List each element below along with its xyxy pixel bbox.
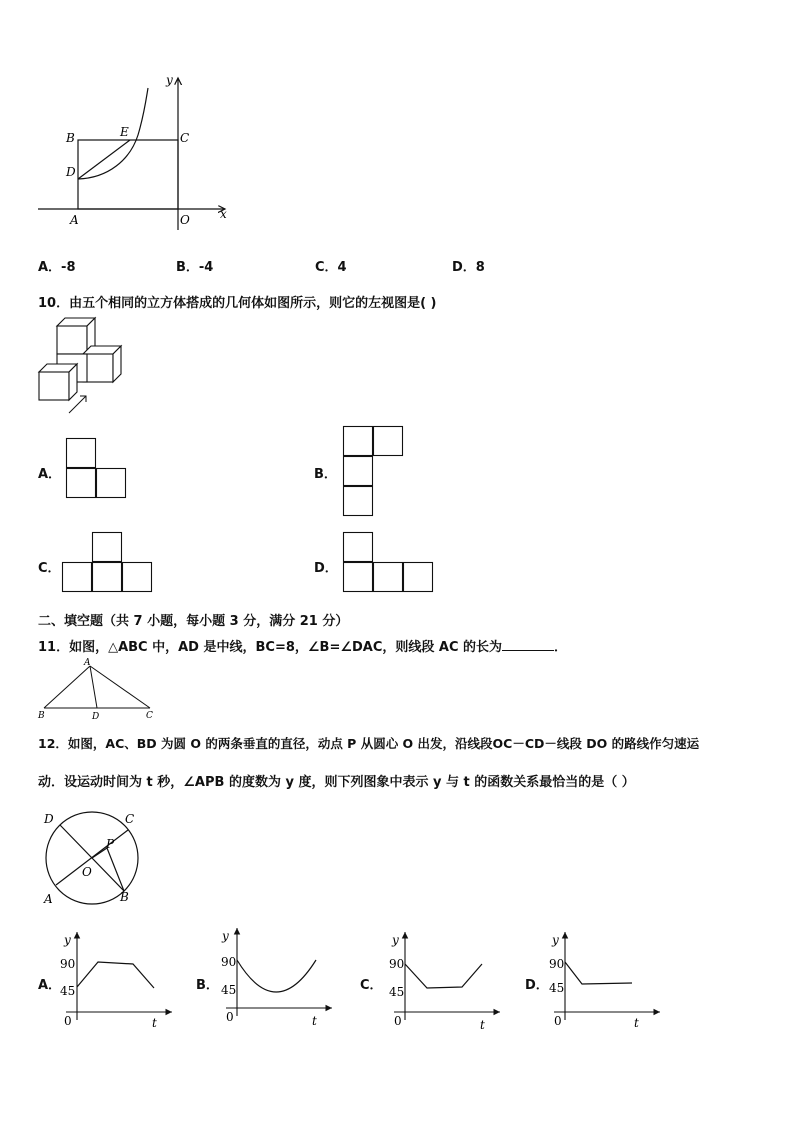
circle-figure bbox=[36, 806, 146, 906]
graph-d-t: t bbox=[634, 1016, 639, 1030]
q10-option-d-figure bbox=[343, 532, 435, 594]
graph-d-0: 0 bbox=[554, 1014, 562, 1028]
circle-label-a: A bbox=[44, 892, 53, 906]
graph-a-y: y bbox=[64, 933, 71, 947]
answer-blank[interactable] bbox=[502, 638, 554, 651]
label-d: D bbox=[66, 165, 76, 179]
graph-c-0: 0 bbox=[394, 1014, 402, 1028]
q9-option-b[interactable]: B．-4 bbox=[176, 260, 214, 275]
tri-label-c: C bbox=[146, 711, 153, 721]
graph-b-y: y bbox=[222, 929, 229, 943]
graph-d-90: 90 bbox=[549, 957, 565, 971]
q11-text: 11．如图，△ABC 中，AD 是中线，BC=8，∠B=∠DAC，则线段 AC 的长为 bbox=[38, 640, 503, 655]
graph-d-y: y bbox=[552, 933, 559, 947]
q10-option-c-figure bbox=[62, 532, 154, 594]
graph-a-0: 0 bbox=[64, 1014, 72, 1028]
triangle-figure bbox=[36, 656, 161, 720]
q9-option-d[interactable]: D．8 bbox=[452, 260, 485, 275]
graph-d-45: 45 bbox=[549, 981, 565, 995]
circle-label-c: C bbox=[125, 812, 135, 826]
q9-graph bbox=[30, 70, 240, 235]
graph-c-90: 90 bbox=[389, 957, 405, 971]
q12-question-line2: 动．设运动时间为 t 秒，∠APB 的度数为 y 度，则下列图象中表示 y 与 t 的函数关系最恰当的是（ ） bbox=[38, 775, 635, 790]
graph-a-45: 45 bbox=[60, 984, 76, 998]
q10-option-c[interactable]: C． bbox=[38, 561, 61, 576]
hyperbola-curve bbox=[78, 88, 148, 179]
circle-label-o: O bbox=[82, 865, 92, 879]
q10-option-d[interactable]: D． bbox=[314, 561, 338, 576]
graph-b-0: 0 bbox=[226, 1010, 234, 1024]
label-b: B bbox=[66, 131, 75, 145]
q12-option-a[interactable]: A． bbox=[38, 978, 62, 993]
q12-graph-b bbox=[218, 924, 336, 1026]
q12-option-d[interactable]: D． bbox=[525, 978, 549, 993]
label-o: O bbox=[180, 213, 190, 227]
q12-question-line1: 12．如图，AC、BD 为圆 O 的两条垂直的直径，动点 P 从圆心 O 出发，沿线段OC－CD－线段 DO 的路线作匀速运 bbox=[38, 736, 700, 751]
graph-c-y: y bbox=[392, 933, 399, 947]
cube-figure bbox=[36, 316, 136, 416]
label-e: E bbox=[120, 125, 129, 139]
q10-option-a-figure bbox=[66, 438, 128, 500]
q9-option-c[interactable]: C．4 bbox=[315, 260, 347, 275]
label-x: x bbox=[220, 207, 227, 221]
tri-label-d: D bbox=[92, 712, 100, 722]
label-y: y bbox=[166, 73, 173, 87]
graph-c-45: 45 bbox=[389, 985, 405, 999]
graph-c-curve bbox=[405, 964, 482, 988]
circle-label-b: B bbox=[120, 890, 129, 904]
rectangle-abco bbox=[78, 140, 178, 209]
q9-option-a[interactable]: A．-8 bbox=[38, 260, 76, 275]
q12-option-c[interactable]: C． bbox=[360, 978, 383, 993]
graph-a-curve bbox=[77, 962, 154, 988]
label-a: A bbox=[70, 213, 79, 227]
graph-c-t: t bbox=[480, 1018, 485, 1032]
q12-option-b[interactable]: B． bbox=[196, 978, 219, 993]
q11-text-end: ． bbox=[554, 640, 568, 655]
section-heading: 二、填空题（共 7 小题，每小题 3 分，满分 21 分） bbox=[38, 614, 349, 629]
q10-option-b[interactable]: B． bbox=[314, 467, 337, 482]
label-c: C bbox=[180, 131, 190, 145]
q10-option-a[interactable]: A． bbox=[38, 467, 62, 482]
graph-b-t: t bbox=[312, 1014, 317, 1028]
circle-label-p: P bbox=[106, 837, 115, 851]
graph-d-curve bbox=[565, 962, 632, 984]
view-arrow bbox=[69, 396, 86, 413]
q10-option-b-figure bbox=[343, 426, 405, 518]
tri-label-a: A bbox=[84, 658, 91, 668]
q12-graph-d bbox=[546, 928, 664, 1030]
circle-label-d: D bbox=[44, 812, 54, 826]
graph-a-90: 90 bbox=[60, 957, 76, 971]
q10-question: 10．由五个相同的立方体搭成的几何体如图所示，则它的左视图是( ) bbox=[38, 296, 437, 311]
tri-label-b: B bbox=[38, 711, 45, 721]
q12-graph-c bbox=[386, 928, 504, 1030]
graph-b-curve bbox=[237, 960, 316, 992]
q12-graph-a bbox=[58, 928, 176, 1030]
graph-a-t: t bbox=[152, 1016, 157, 1030]
graph-b-45: 45 bbox=[221, 983, 237, 997]
q11-question bbox=[38, 636, 567, 655]
graph-b-90: 90 bbox=[221, 955, 237, 969]
